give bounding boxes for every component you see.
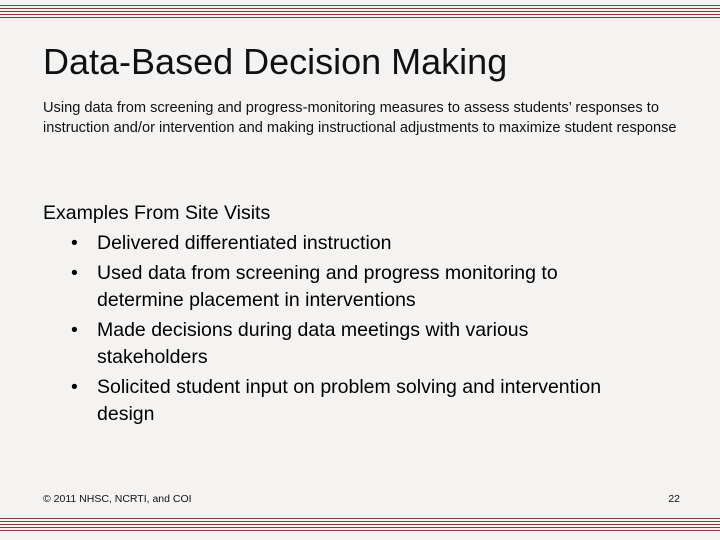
bullet-icon: •	[71, 232, 78, 254]
list-item-text: Used data from screening and progress monitoring to determine placement in interventions	[97, 262, 558, 311]
list-item-text: Solicited student input on problem solving and intervention design	[97, 376, 602, 425]
list-item	[43, 374, 617, 428]
list-item-text: Delivered differentiated instruction	[97, 232, 392, 254]
bullet-icon: •	[71, 376, 78, 398]
top-decorative-stripes	[0, 5, 720, 19]
examples-heading: Examples From Site Visits	[43, 202, 271, 224]
examples-list	[43, 230, 683, 428]
bullet-icon: •	[71, 319, 78, 341]
list-item	[43, 230, 617, 257]
list-item-text: Made decisions during data meetings with various stakeholders	[97, 319, 529, 368]
bottom-decorative-stripes	[0, 518, 720, 532]
list-item	[43, 317, 617, 371]
list-item	[43, 260, 617, 314]
bullet-icon: •	[71, 262, 78, 284]
page-number: 22	[668, 493, 680, 505]
copyright-footer: © 2011 NHSC, NCRTI, and COI	[43, 493, 192, 505]
examples-section	[43, 200, 683, 431]
slide-title: Data-Based Decision Making	[43, 41, 508, 82]
definition-text: Using data from screening and progress-monitoring measures to assess students’ responses to instruction and/or intervention and making instructional adjustments to maximize student response	[43, 100, 677, 136]
